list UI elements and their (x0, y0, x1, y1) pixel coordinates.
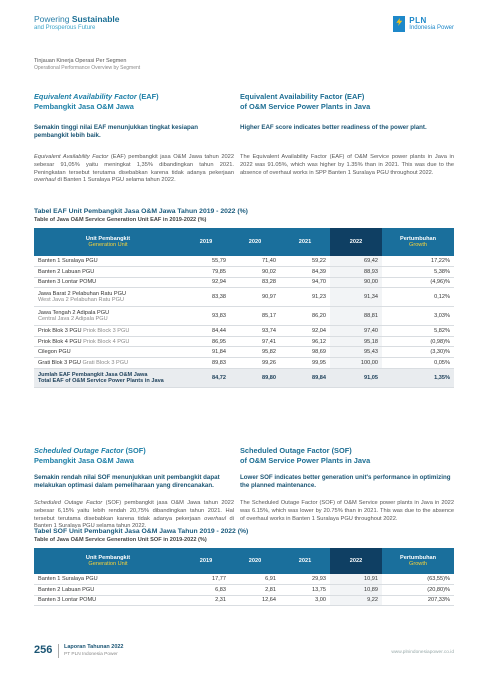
breadcrumb-en: Operational Performance Overview by Segment (34, 65, 141, 71)
table-row (34, 267, 454, 278)
header-growth: Pertumbuhan Growth (382, 228, 454, 256)
table-row (34, 326, 454, 337)
cell-2022: 95,18 (330, 336, 382, 347)
cell-growth: 3,03% (382, 307, 454, 326)
cell-unit-name: Banten 3 Lontar POMU (34, 277, 182, 288)
eaf-table-title: Tabel EAF Unit Pembangkit Jasa O&M Jawa Tahun 2019 - 2022 (%) (34, 208, 248, 215)
cell-2022: 10,91 (330, 574, 382, 585)
cell-growth: 0,05% (382, 358, 454, 369)
logo-name: PLN (409, 16, 427, 25)
eaf-table (34, 228, 454, 388)
eaf-title-id: Equivalent Availability Factor (EAF) (34, 92, 159, 101)
cell-2022: 97,40 (330, 326, 382, 337)
table-row (34, 336, 454, 347)
sof-table (34, 548, 454, 606)
cell-2020: 90,97 (230, 288, 280, 307)
cell-growth: 5,82% (382, 326, 454, 337)
cell-2021: 3,00 (280, 595, 330, 606)
table-row (34, 574, 454, 585)
sof-lead-id: Semakin rendah nilai SOF menunjukkan unit pembangkit dapat melakukan optimasi dalam pemeliharaan yang direncanakan. (34, 474, 220, 489)
lightning-logo-icon (393, 16, 405, 32)
cell-2022: 88,81 (330, 307, 382, 326)
cell-unit-name: Jumlah EAF Pembangkit Jasa O&M Jawa Total EAF of O&M Service Power Plants in Java (34, 368, 182, 387)
cell-2019: 84,44 (182, 326, 230, 337)
cell-unit-name: Banten 3 Lontar POMU (34, 595, 182, 606)
cell-2022: 91,34 (330, 288, 382, 307)
table-header-row (34, 228, 454, 256)
eaf-title-id-line2: Pembangkit Jasa O&M Jawa (34, 101, 134, 111)
cell-2022: 95,43 (330, 347, 382, 358)
company-name: PT PLN Indonesia Power (64, 652, 118, 657)
cell-2019: 83,38 (182, 288, 230, 307)
cell-2021: 89,84 (280, 368, 330, 387)
cell-growth: 0,12% (382, 288, 454, 307)
cell-unit-name: Banten 1 Suralaya PGU (34, 574, 182, 585)
cell-2021: 98,69 (280, 347, 330, 358)
cell-2022: 9,22 (330, 595, 382, 606)
breadcrumb-id: Tinjauan Kinerja Operasi Per Segmen (34, 58, 127, 64)
cell-2020: 6,91 (230, 574, 280, 585)
cell-2022: 10,89 (330, 585, 382, 596)
page-number: 256 (34, 644, 53, 656)
header-unit: Unit Pembangkit Generation Unit (34, 228, 182, 256)
cell-2019: 92,94 (182, 277, 230, 288)
cell-unit-name: Jawa Barat 2 Pelabuhan Ratu PGU West Java 2 Pelabuhan Ratu PGU (34, 288, 182, 307)
cell-2020: 71,40 (230, 256, 280, 267)
cell-2021: 94,70 (280, 277, 330, 288)
cell-unit-name: Priok Blok 3 PGU Priok Block 3 PGU (34, 326, 182, 337)
cell-2019: 89,83 (182, 358, 230, 369)
breadcrumb (34, 58, 140, 71)
cell-2021: 91,23 (280, 288, 330, 307)
cell-2019: 55,79 (182, 256, 230, 267)
page-footer (34, 642, 454, 662)
sof-section-en (240, 446, 454, 523)
table-row (34, 358, 454, 369)
cell-growth: (63,55)% (382, 574, 454, 585)
table-row (34, 585, 454, 596)
cell-2019: 86,95 (182, 336, 230, 347)
cell-growth: 5,38% (382, 267, 454, 278)
cell-growth: 207,33% (382, 595, 454, 606)
cell-2020: 2,81 (230, 585, 280, 596)
cell-2020: 99,26 (230, 358, 280, 369)
eaf-paragraph-en: The Equivalent Availability Factor (EAF) of O&M Service power plants in Java in 2022 was 91.05%, which was higher by 1.35% than in 2021. This was due to the absence of overhaul works in SPP Banten 1 Suralaya PGU throughout 2022. (240, 154, 454, 176)
cell-2019: 91,84 (182, 347, 230, 358)
cell-2020: 90,02 (230, 267, 280, 278)
cell-unit-name: Priok Blok 4 PGU Priok Block 4 PGU (34, 336, 182, 347)
cell-unit-name: Grati Blok 3 PGU Grati Block 3 PGU (34, 358, 182, 369)
sof-title-en: Scheduled Outage Factor (SOF) (240, 446, 352, 455)
cell-2021: 59,22 (280, 256, 330, 267)
cell-2020: 83,28 (230, 277, 280, 288)
cell-unit-name: Cilegon PGU (34, 347, 182, 358)
eaf-lead-en: Higher EAF score indicates better readiness of the power plant. (240, 124, 427, 131)
cell-growth: (0,98)% (382, 336, 454, 347)
sof-section-id (34, 446, 234, 531)
table-row (34, 307, 454, 326)
cell-2021: 96,12 (280, 336, 330, 347)
header-2020: 2020 (230, 548, 280, 574)
cell-unit-name: Banten 2 Labuan PGU (34, 585, 182, 596)
report-title: Laporan Tahunan 2022 (64, 644, 124, 650)
eaf-section-en (240, 92, 454, 177)
table-row (34, 288, 454, 307)
cell-unit-name: Banten 1 Suralaya PGU (34, 256, 182, 267)
cell-2022: 90,00 (330, 277, 382, 288)
cell-2021: 84,39 (280, 267, 330, 278)
header-2021: 2021 (280, 228, 330, 256)
table-row (34, 277, 454, 288)
cell-2021: 86,20 (280, 307, 330, 326)
cell-2020: 93,74 (230, 326, 280, 337)
brand-tagline-sub: and Prosperous Future (34, 25, 96, 31)
eaf-title-en-line2: of O&M Service Power Plants in Java (240, 101, 371, 111)
header-2020: 2020 (230, 228, 280, 256)
cell-2022: 100,00 (330, 358, 382, 369)
sof-title-id: Scheduled Outage Factor (SOF) (34, 446, 146, 455)
cell-unit-name: Banten 2 Labuan PGU (34, 267, 182, 278)
sof-title-en-line2: of O&M Service Power Plants in Java (240, 455, 371, 465)
cell-2019: 84,72 (182, 368, 230, 387)
table-row (34, 256, 454, 267)
cell-2020: 85,17 (230, 307, 280, 326)
cell-2020: 95,82 (230, 347, 280, 358)
sof-paragraph-id: Scheduled Outage Factor (SOF) pembangkit jasa O&M Jawa tahun 2022 sebesar 6,15% yaitu lebih rendah 20,75% dibandingkan tahun 2021. Hal tersebut terutama disebabkan karena tidak adanya pekerjaan overhaul di Banten 1 Suralaya PGU selama tahun 2022. (34, 500, 234, 530)
cell-growth: (4,96)% (382, 277, 454, 288)
cell-2021: 13,75 (280, 585, 330, 596)
cell-unit-name: Jawa Tengah 2 Adipala PGU Central Java 2 Adipala PGU (34, 307, 182, 326)
cell-2019: 93,83 (182, 307, 230, 326)
header-unit: Unit Pembangkit Generation Unit (34, 548, 182, 574)
cell-2021: 92,04 (280, 326, 330, 337)
brand-tagline: Powering Sustainable (34, 14, 120, 24)
header-growth: Pertumbuhan Growth (382, 548, 454, 574)
table-row (34, 347, 454, 358)
cell-2019: 2,31 (182, 595, 230, 606)
cell-2020: 12,64 (230, 595, 280, 606)
cell-2019: 6,83 (182, 585, 230, 596)
sof-paragraph-en: The Scheduled Outage Factor (SOF) of O&M Service power plants in Java in 2022 was 6.15%, which was lower by 20.75% than in 2021. This was due to the absence of overhaul works in Banten 1 Suralaya PGU throughout 2022. (240, 500, 454, 522)
eaf-table-subtitle: Table of Java O&M Service Generation Unit EAF in 2019-2022 (%) (34, 217, 207, 223)
table-total-row (34, 368, 454, 387)
cell-2019: 17,77 (182, 574, 230, 585)
eaf-lead-id: Semakin tinggi nilai EAF menunjukkan tingkat kesiapan pembangkit lebih baik. (34, 124, 199, 139)
logo-subname: Indonesia Power (409, 25, 454, 31)
cell-2020: 97,41 (230, 336, 280, 347)
table-header-row (34, 548, 454, 574)
header-2022: 2022 (330, 548, 382, 574)
cell-growth: (3,30)% (382, 347, 454, 358)
cell-2021: 99,95 (280, 358, 330, 369)
eaf-section-id (34, 92, 234, 185)
sof-title-id-line2: Pembangkit Jasa O&M Jawa (34, 455, 134, 465)
cell-2019: 79,85 (182, 267, 230, 278)
header-2022: 2022 (330, 228, 382, 256)
pln-logo (393, 16, 454, 32)
footer-divider (58, 644, 59, 658)
sof-table-title: Tabel SOF Unit Pembangkit Jasa O&M Jawa Tahun 2019 - 2022 (%) (34, 528, 249, 535)
table-row (34, 595, 454, 606)
header-2019: 2019 (182, 228, 230, 256)
sof-table-subtitle: Table of Java O&M Service Generation Unit SOF in 2019-2022 (%) (34, 537, 207, 543)
header-2021: 2021 (280, 548, 330, 574)
website-url: www.plnindonesiapower.co.id (391, 650, 454, 655)
cell-growth: 1,35% (382, 368, 454, 387)
page-header (34, 14, 454, 44)
eaf-title-en: Equivalent Availability Factor (EAF) (240, 92, 365, 101)
cell-2020: 89,80 (230, 368, 280, 387)
eaf-paragraph-id: Equivalent Availability Factor (EAF) pembangkit jasa O&M Jawa tahun 2022 sebesar 91,05% yaitu meningkat 1,35% dibandingkan tahun 2021. Peningkatan tersebut terutama disebabkan karena tidak adanya pekerjaan overhaul di Banten 1 Suralaya PGU selama tahun 2022. (34, 154, 234, 184)
cell-2022: 88,93 (330, 267, 382, 278)
cell-2022: 69,42 (330, 256, 382, 267)
cell-growth: 17,22% (382, 256, 454, 267)
sof-lead-en: Lower SOF indicates better generation unit's performance in optimizing the planned maintenance. (240, 474, 451, 489)
cell-2022: 91,05 (330, 368, 382, 387)
header-2019: 2019 (182, 548, 230, 574)
cell-2021: 29,93 (280, 574, 330, 585)
cell-growth: (20,80)% (382, 585, 454, 596)
